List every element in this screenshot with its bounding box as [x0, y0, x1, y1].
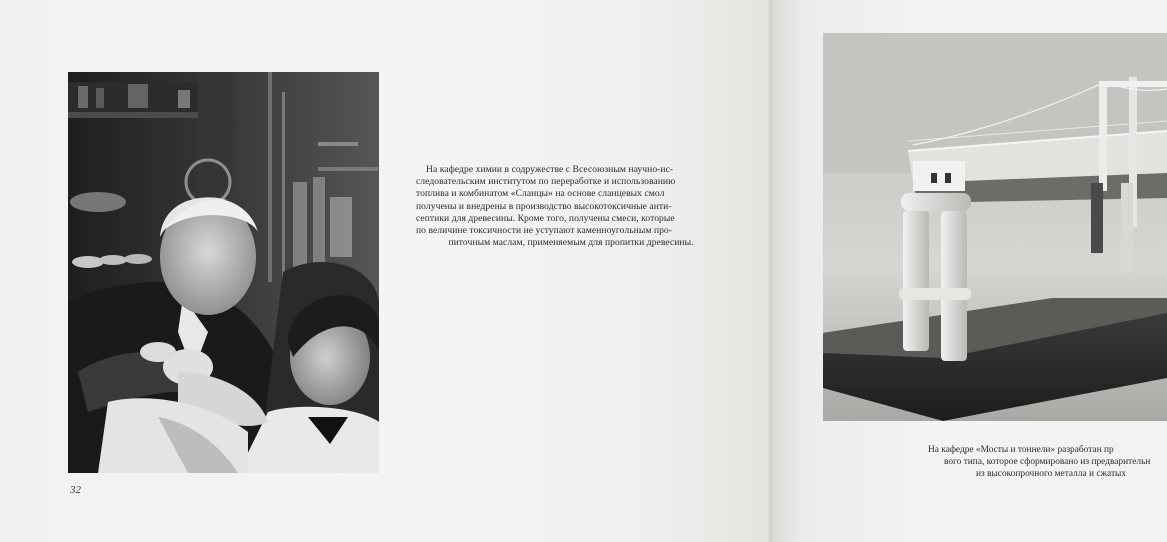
- left-caption-line: получены и внедрены в производство высокотоксичные анти-: [416, 200, 672, 212]
- left-caption-line: питочным маслам, применяемым для пропитки древесины.: [448, 237, 694, 249]
- left-caption: [416, 164, 726, 249]
- page-number: 32: [70, 484, 81, 496]
- bridge-model-photo: [823, 33, 1167, 421]
- right-caption-line: На кафедре «Мосты и тоннели» разработан пр: [928, 445, 1114, 455]
- right-caption-line: вого типа, которое сформировано из предварительн: [944, 457, 1151, 467]
- left-caption-line: по величине токсичности не уступают каменноугольным про-: [416, 225, 673, 237]
- right-caption-line: из высокопрочного металла и сжатых: [976, 469, 1127, 479]
- right-caption: [928, 444, 1167, 480]
- left-caption-line: На кафедре химии в содружестве с Всесоюзным научно-ис-: [426, 164, 674, 175]
- laboratory-photo: [68, 72, 379, 473]
- left-caption-line: топлива и комбинатом «Сланцы» на основе сланцевых смол: [416, 188, 665, 200]
- left-caption-line: септики для древесины. Кроме того, получены смеси, которые: [416, 212, 675, 224]
- left-caption-line: следовательским институтом по переработке и использованию: [416, 176, 676, 188]
